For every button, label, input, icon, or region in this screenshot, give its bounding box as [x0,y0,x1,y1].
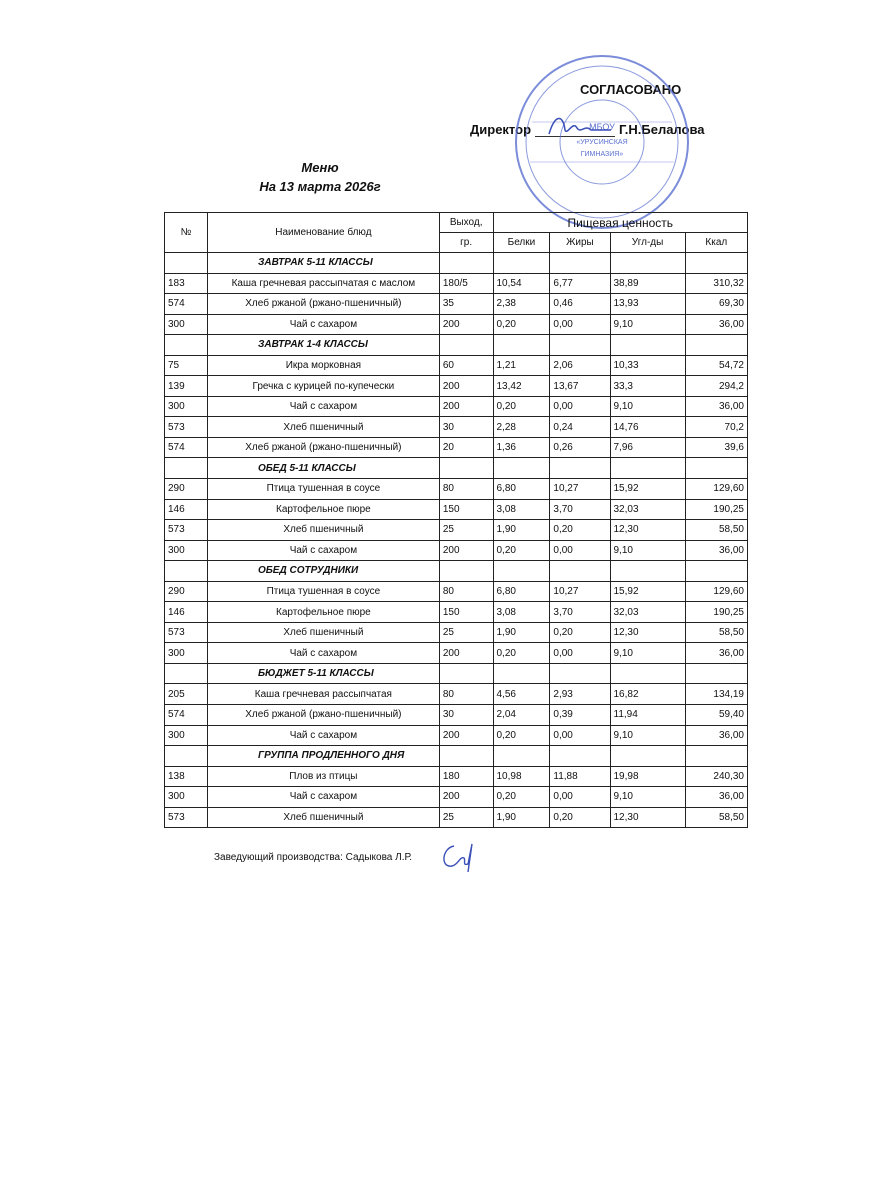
dish-kcal: 36,00 [685,725,747,746]
empty-cell [685,335,747,356]
dish-fats: 10,27 [550,581,610,602]
dish-kcal: 58,50 [685,520,747,541]
header-nutrition: Пищевая ценность [493,213,748,233]
dish-yield: 80 [439,684,493,705]
table-row [165,376,748,397]
dish-carbs: 9,10 [610,396,685,417]
dish-code: 290 [165,479,208,500]
dish-fats: 13,67 [550,376,610,397]
dish-name: Картофельное пюре [207,499,439,520]
dish-fats: 2,06 [550,355,610,376]
empty-cell [685,561,747,582]
director-label: Директор [470,122,532,137]
section-row [165,663,748,684]
dish-carbs: 9,10 [610,725,685,746]
dish-carbs: 9,10 [610,787,685,808]
dish-fats: 0,39 [550,705,610,726]
dish-yield: 20 [439,437,493,458]
dish-code: 574 [165,705,208,726]
svg-text:«УРУСИНСКАЯ: «УРУСИНСКАЯ [576,139,628,146]
empty-cell [550,561,610,582]
empty-cell [550,253,610,274]
dish-fats: 6,77 [550,273,610,294]
dish-name: Чай с сахаром [207,396,439,417]
dish-proteins: 2,28 [493,417,550,438]
empty-cell [439,253,493,274]
dish-name: Картофельное пюре [207,602,439,623]
dish-fats: 0,46 [550,294,610,315]
dish-fats: 0,20 [550,622,610,643]
dish-proteins: 0,20 [493,643,550,664]
dish-code: 205 [165,684,208,705]
dish-fats: 0,26 [550,437,610,458]
title-date: На 13 марта 2026г [259,179,381,194]
table-row [165,766,748,787]
dish-name: Чай с сахаром [207,643,439,664]
dish-carbs: 11,94 [610,705,685,726]
section-title: ЗАВТРАК 1-4 КЛАССЫ [207,335,439,356]
empty-cell [610,746,685,767]
dish-fats: 0,00 [550,314,610,335]
director-name: Г.Н.Белалова [619,122,705,137]
table-row [165,807,748,828]
dish-carbs: 33,3 [610,376,685,397]
dish-fats: 0,20 [550,520,610,541]
dish-yield: 35 [439,294,493,315]
dish-proteins: 0,20 [493,787,550,808]
dish-name: Хлеб пшеничный [207,417,439,438]
header-dish-name: Наименование блюд [207,213,439,253]
header-yield: Выход, [439,213,493,233]
dish-carbs: 10,33 [610,355,685,376]
dish-code: 300 [165,396,208,417]
dish-proteins: 2,04 [493,705,550,726]
dish-yield: 200 [439,540,493,561]
dish-proteins: 3,08 [493,499,550,520]
dish-fats: 0,00 [550,540,610,561]
dish-kcal: 240,30 [685,766,747,787]
empty-cell [493,561,550,582]
table-row [165,437,748,458]
dish-yield: 30 [439,417,493,438]
empty-cell [493,746,550,767]
dish-code: 574 [165,437,208,458]
empty-cell [165,663,208,684]
dish-name: Хлеб ржаной (ржано-пшеничный) [207,705,439,726]
section-row [165,458,748,479]
dish-kcal: 36,00 [685,787,747,808]
table-row [165,479,748,500]
dish-name: Хлеб пшеничный [207,520,439,541]
empty-cell [550,335,610,356]
section-title: ОБЕД 5-11 КЛАССЫ [207,458,439,479]
dish-code: 300 [165,540,208,561]
dish-yield: 200 [439,787,493,808]
table-header-row [165,213,748,233]
dish-name: Хлеб пшеничный [207,622,439,643]
dish-name: Хлеб ржаной (ржано-пшеничный) [207,437,439,458]
section-title: ОБЕД СОТРУДНИКИ [207,561,439,582]
dish-name: Хлеб пшеничный [207,807,439,828]
dish-code: 300 [165,314,208,335]
section-title: ЗАВТРАК 5-11 КЛАССЫ [207,253,439,274]
dish-yield: 80 [439,479,493,500]
dish-carbs: 7,96 [610,437,685,458]
dish-proteins: 1,21 [493,355,550,376]
dish-kcal: 294,2 [685,376,747,397]
dish-code: 573 [165,622,208,643]
empty-cell [493,663,550,684]
header-carbs: Угл-ды [610,233,685,253]
empty-cell [610,335,685,356]
empty-cell [685,746,747,767]
dish-proteins: 4,56 [493,684,550,705]
dish-fats: 0,00 [550,396,610,417]
empty-cell [165,458,208,479]
empty-cell [610,561,685,582]
dish-code: 573 [165,417,208,438]
empty-cell [439,458,493,479]
dish-kcal: 129,60 [685,581,747,602]
section-row [165,746,748,767]
empty-cell [685,253,747,274]
dish-carbs: 12,30 [610,807,685,828]
header-kcal: Ккал [685,233,747,253]
table-row [165,520,748,541]
dish-name: Птица тушенная в соусе [207,479,439,500]
dish-kcal: 36,00 [685,540,747,561]
empty-cell [550,746,610,767]
dish-fats: 0,00 [550,725,610,746]
dish-name: Каша гречневая рассыпчатая [207,684,439,705]
dish-yield: 200 [439,314,493,335]
table-row [165,684,748,705]
table-row [165,355,748,376]
dish-carbs: 16,82 [610,684,685,705]
dish-yield: 25 [439,622,493,643]
dish-proteins: 6,80 [493,479,550,500]
dish-proteins: 1,90 [493,807,550,828]
document-title [240,158,400,196]
dish-proteins: 10,98 [493,766,550,787]
dish-yield: 30 [439,705,493,726]
table-row [165,314,748,335]
section-title: БЮДЖЕТ 5-11 КЛАССЫ [207,663,439,684]
dish-fats: 0,00 [550,643,610,664]
dish-kcal: 59,40 [685,705,747,726]
dish-code: 183 [165,273,208,294]
empty-cell [493,335,550,356]
section-title: ГРУППА ПРОДЛЕННОГО ДНЯ [207,746,439,767]
dish-yield: 150 [439,602,493,623]
dish-name: Каша гречневая рассыпчатая с маслом [207,273,439,294]
dish-proteins: 6,80 [493,581,550,602]
dish-kcal: 58,50 [685,807,747,828]
empty-cell [439,663,493,684]
approval-title: СОГЛАСОВАНО [580,82,682,97]
dish-carbs: 32,03 [610,602,685,623]
dish-name: Чай с сахаром [207,540,439,561]
empty-cell [439,746,493,767]
dish-kcal: 134,19 [685,684,747,705]
dish-proteins: 0,20 [493,396,550,417]
dish-yield: 25 [439,520,493,541]
dish-proteins: 0,20 [493,725,550,746]
dish-kcal: 39,6 [685,437,747,458]
dish-carbs: 32,03 [610,499,685,520]
empty-cell [165,746,208,767]
dish-carbs: 14,76 [610,417,685,438]
dish-kcal: 69,30 [685,294,747,315]
dish-fats: 10,27 [550,479,610,500]
dish-yield: 200 [439,643,493,664]
dish-carbs: 9,10 [610,540,685,561]
empty-cell [685,458,747,479]
dish-kcal: 190,25 [685,499,747,520]
dish-kcal: 190,25 [685,602,747,623]
dish-proteins: 2,38 [493,294,550,315]
dish-carbs: 15,92 [610,581,685,602]
empty-cell [550,663,610,684]
dish-yield: 150 [439,499,493,520]
empty-cell [610,253,685,274]
dish-name: Чай с сахаром [207,787,439,808]
dish-kcal: 310,32 [685,273,747,294]
table-row [165,499,748,520]
dish-yield: 25 [439,807,493,828]
dish-carbs: 9,10 [610,643,685,664]
dish-yield: 200 [439,725,493,746]
manager-signature-icon [438,838,484,874]
dish-fats: 0,00 [550,787,610,808]
dish-kcal: 129,60 [685,479,747,500]
dish-yield: 200 [439,376,493,397]
dish-yield: 200 [439,396,493,417]
table-row [165,540,748,561]
dish-proteins: 1,90 [493,622,550,643]
dish-code: 75 [165,355,208,376]
director-signature-icon [545,110,615,140]
dish-code: 138 [165,766,208,787]
dish-carbs: 15,92 [610,479,685,500]
dish-code: 300 [165,787,208,808]
section-row [165,561,748,582]
dish-fats: 2,93 [550,684,610,705]
dish-code: 574 [165,294,208,315]
dish-code: 573 [165,807,208,828]
production-manager: Заведующий производства: Садыкова Л.Р. [214,852,413,863]
dish-fats: 3,70 [550,602,610,623]
dish-yield: 180/5 [439,273,493,294]
dish-kcal: 54,72 [685,355,747,376]
dish-yield: 60 [439,355,493,376]
dish-proteins: 3,08 [493,602,550,623]
header-number: № [165,213,208,253]
dish-code: 139 [165,376,208,397]
empty-cell [439,335,493,356]
header-fats: Жиры [550,233,610,253]
dish-carbs: 38,89 [610,273,685,294]
dish-proteins: 0,20 [493,314,550,335]
table-row [165,622,748,643]
dish-yield: 180 [439,766,493,787]
dish-fats: 0,20 [550,807,610,828]
dish-proteins: 10,54 [493,273,550,294]
dish-yield: 80 [439,581,493,602]
dish-carbs: 13,93 [610,294,685,315]
section-row [165,253,748,274]
table-row [165,602,748,623]
dish-proteins: 1,90 [493,520,550,541]
dish-kcal: 70,2 [685,417,747,438]
dish-kcal: 36,00 [685,643,747,664]
svg-text:ГИМНАЗИЯ»: ГИМНАЗИЯ» [580,151,624,158]
table-row [165,643,748,664]
table-row [165,417,748,438]
official-stamp-icon [512,52,692,232]
dish-kcal: 36,00 [685,396,747,417]
dish-name: Чай с сахаром [207,725,439,746]
empty-cell [685,663,747,684]
empty-cell [439,561,493,582]
dish-code: 300 [165,643,208,664]
dish-code: 146 [165,499,208,520]
dish-carbs: 12,30 [610,622,685,643]
empty-cell [550,458,610,479]
dish-name: Плов из птицы [207,766,439,787]
dish-carbs: 9,10 [610,314,685,335]
dish-carbs: 19,98 [610,766,685,787]
dish-code: 300 [165,725,208,746]
table-row [165,725,748,746]
dish-name: Чай с сахаром [207,314,439,335]
title-menu: Меню [301,160,339,175]
dish-name: Птица тушенная в соусе [207,581,439,602]
dish-proteins: 13,42 [493,376,550,397]
table-row [165,581,748,602]
dish-code: 146 [165,602,208,623]
dish-code: 573 [165,520,208,541]
dish-name: Икра морковная [207,355,439,376]
dish-fats: 3,70 [550,499,610,520]
table-row [165,294,748,315]
svg-text:МБОУ: МБОУ [589,122,615,132]
empty-cell [165,561,208,582]
table-row [165,705,748,726]
menu-table [164,212,748,828]
header-yield-unit: гр. [439,233,493,253]
dish-fats: 0,24 [550,417,610,438]
table-row [165,273,748,294]
empty-cell [165,335,208,356]
dish-carbs: 12,30 [610,520,685,541]
table-row [165,787,748,808]
dish-proteins: 1,36 [493,437,550,458]
dish-code: 290 [165,581,208,602]
dish-kcal: 36,00 [685,314,747,335]
empty-cell [493,458,550,479]
header-proteins: Белки [493,233,550,253]
empty-cell [610,663,685,684]
dish-kcal: 58,50 [685,622,747,643]
empty-cell [165,253,208,274]
empty-cell [493,253,550,274]
dish-name: Хлеб ржаной (ржано-пшеничный) [207,294,439,315]
section-row [165,335,748,356]
dish-proteins: 0,20 [493,540,550,561]
empty-cell [610,458,685,479]
dish-name: Гречка с курицей по-купечески [207,376,439,397]
table-row [165,396,748,417]
dish-fats: 11,88 [550,766,610,787]
